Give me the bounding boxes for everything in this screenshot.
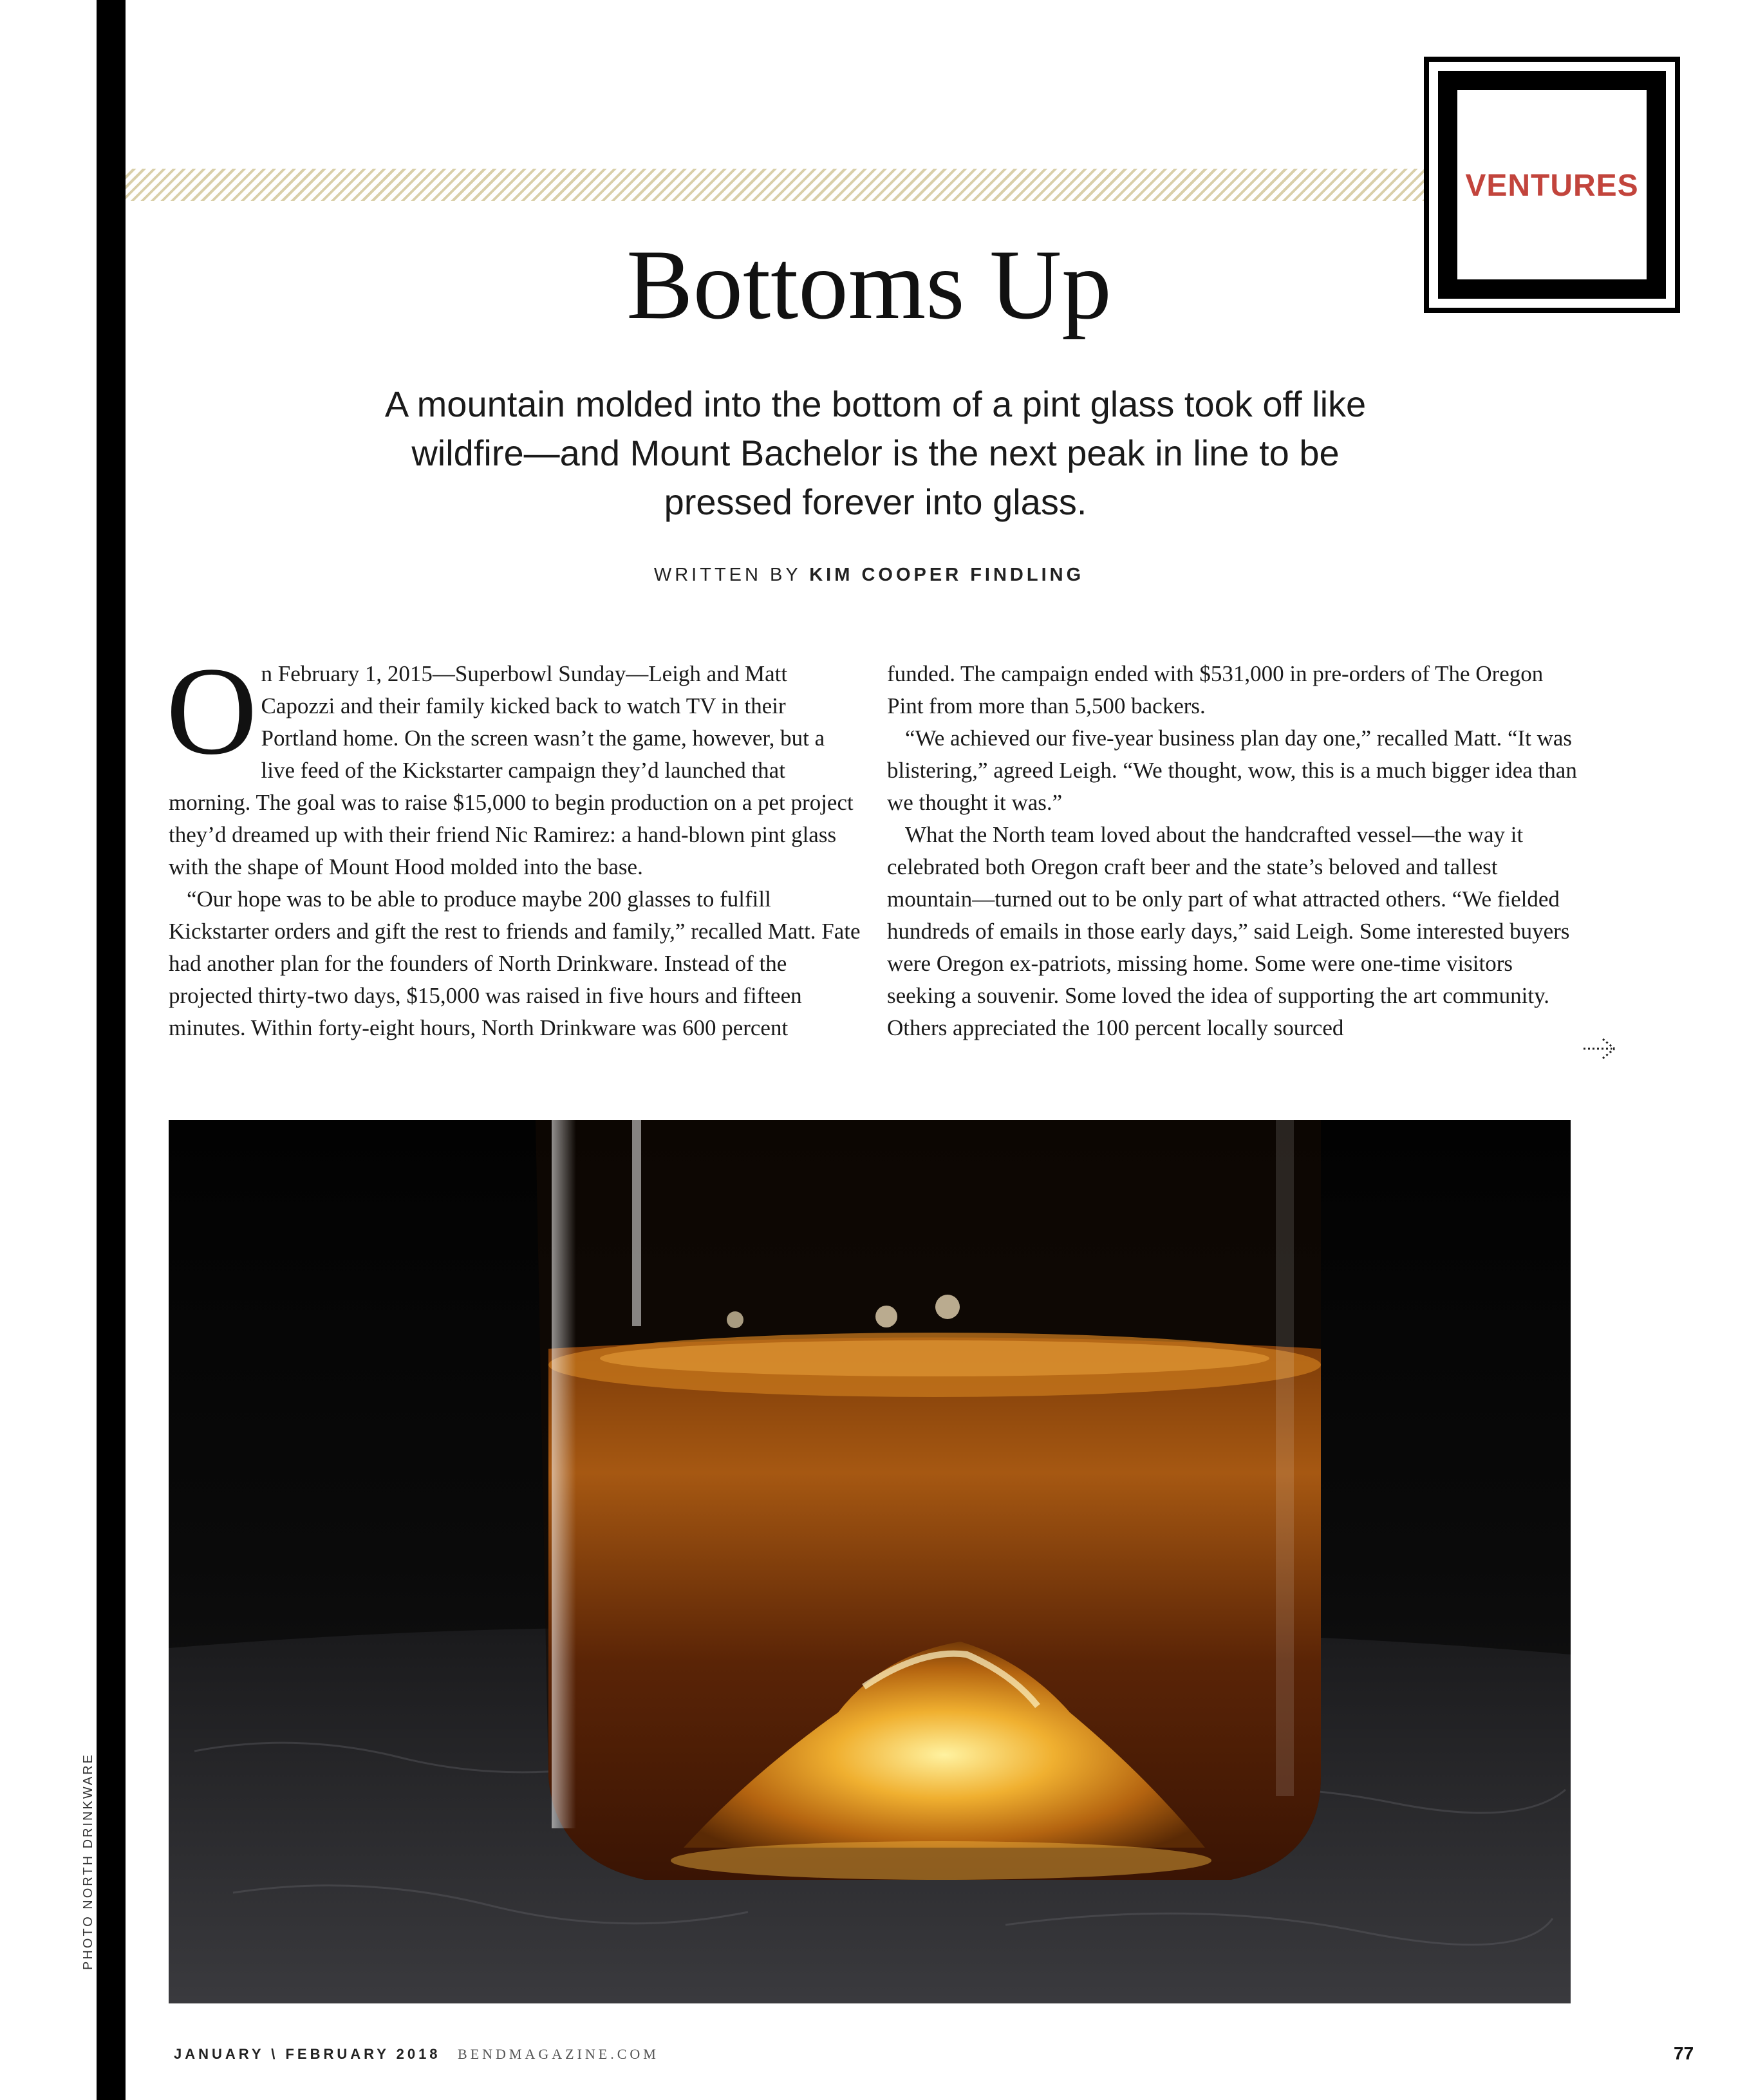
issue-date: JANUARY \ FEBRUARY 2018 [174, 2046, 441, 2062]
paragraph-text: n February 1, 2015—Superbowl Sunday—Leigh and Matt Capozzi and their family kicked back to watch TV in their Portland home. On the screen wasn’t the game, however, but a live feed of the Kickstarter campaign they’d launched that morning. The goal was to raise $15,000 to begin production on a pet project they’d dreamed up with their friend Nic Ramirez: a hand-blown pint glass with the shape of Mount Hood molded into the base. [169, 661, 854, 879]
glass-mountain-photo [169, 1120, 1571, 2003]
section-label: VENTURES [1465, 169, 1639, 203]
headline: Bottoms Up [626, 229, 1112, 340]
page-number: 77 [1674, 2043, 1694, 2063]
byline-prefix: WRITTEN BY [653, 565, 801, 585]
paragraph: “We achieved our five-year business plan day one,” recalled Matt. “It was blistering,” agreed Leigh. “We thought, wow, this is a much bigger idea than we thought it was.” [887, 726, 1577, 815]
byline [451, 565, 1287, 586]
drop-cap: O [166, 641, 257, 781]
body-column-2 [887, 658, 1582, 1044]
paragraph: What the North team loved about the handcrafted vessel—the way it celebrated both Oregon craft beer and the state’s beloved and tallest mountain—turned out to be only part of what attracted others. “We fielded hundreds of emails in those early days,” said Leigh. Some interested buyers were Oregon ex-patriots, missing home. Some were one-time visitors seeking a souvenir. Some loved the idea of supporting the art community. Others appreciated the 100 percent locally sourced [887, 822, 1570, 1040]
paragraph [166, 641, 864, 883]
paragraph: “Our hope was to be able to produce maybe 200 glasses to fulfill Kickstarter orders and gift the rest to friends and family,” recalled Matt. Fate had another plan for the founders of North Drinkware. Instead of the projected thirty-two days, $15,000 was raised in five hours and fifteen minutes. Within forty-eight hours, North Drinkware was 600 percent [169, 886, 861, 1040]
header-hatch-rule [126, 169, 1426, 201]
paragraph: funded. The campaign ended with $531,000 in pre-orders of The Oregon Pint from more than 5,500 backers. [887, 661, 1544, 718]
footer [174, 2046, 659, 2063]
photo-credit: PHOTO NORTH DRINKWARE [81, 1752, 95, 1970]
dek: A mountain molded into the bottom of a pint glass took off like wildfire—and Mount Bachelor is the next peak in line to be pressed forever into glass. [384, 384, 1367, 522]
continued-arrow-icon [1582, 1033, 1621, 1065]
magazine-site: BENDMAGAZINE.COM [458, 2046, 659, 2062]
body-column-1 [166, 641, 864, 1044]
section-tag-box [1424, 57, 1680, 313]
byline-author: KIM COOPER FINDLING [809, 565, 1085, 585]
page-spine-bar [97, 0, 126, 2100]
